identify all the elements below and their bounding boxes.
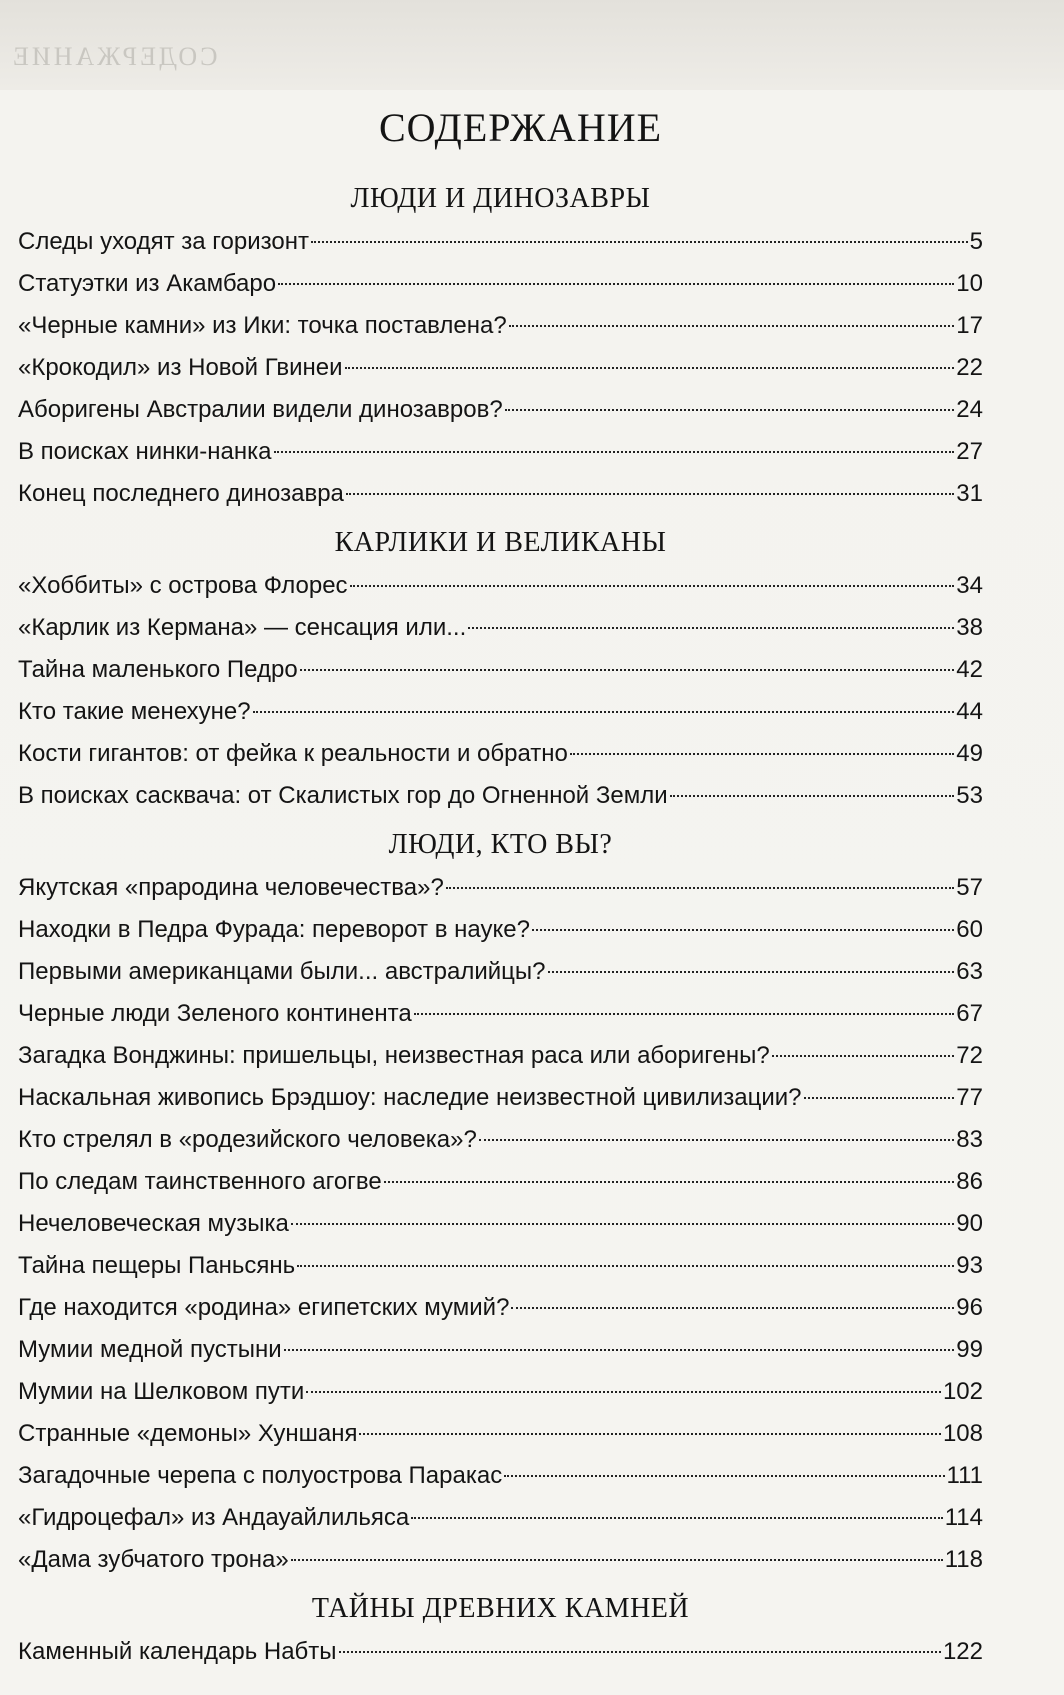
- dot-leader: [804, 1097, 955, 1099]
- entry-title: Кто стрелял в «родезийского человека»?: [18, 1126, 477, 1153]
- toc-entry: [18, 1455, 983, 1497]
- toc-entry: [18, 1203, 983, 1245]
- section-heading: КАРЛИКИ И ВЕЛИКАНЫ: [334, 527, 667, 558]
- dot-leader: [350, 585, 955, 587]
- entry-page-number: 122: [942, 1638, 983, 1665]
- toc-entry: [18, 473, 983, 515]
- entry-page-number: 10: [956, 270, 983, 297]
- dot-leader: [504, 1475, 944, 1477]
- entry-page-number: 108: [942, 1420, 983, 1447]
- dot-leader: [772, 1055, 955, 1057]
- toc-entry: [18, 775, 983, 817]
- entry-page-number: 72: [956, 1042, 983, 1069]
- entry-title: Статуэтки из Акамбаро: [18, 270, 277, 297]
- entry-title: Мумии медной пустыни: [18, 1336, 282, 1363]
- toc-entry: [18, 1329, 983, 1371]
- dot-leader: [411, 1517, 943, 1519]
- toc-entry: [18, 649, 983, 691]
- toc-entry: [18, 389, 983, 431]
- toc-entry: [18, 1161, 983, 1203]
- entry-page-number: 31: [956, 480, 983, 507]
- entry-page-number: 63: [956, 958, 983, 985]
- page-top-shadow: [0, 0, 1064, 90]
- entry-title: Загадка Вонджины: пришельцы, неизвестная раса или аборигены?: [18, 1042, 770, 1069]
- entry-page-number: 102: [942, 1378, 983, 1405]
- bleed-through-text: СОДЕРЖАНИЕ: [10, 42, 218, 71]
- toc-entry: [18, 221, 983, 263]
- entry-title: Кто такие менехуне?: [18, 698, 251, 725]
- entry-title: Следы уходят за горизонт: [18, 228, 309, 255]
- entry-page-number: 44: [956, 698, 983, 725]
- entry-page-number: 24: [956, 396, 983, 423]
- toc-entry: [18, 607, 983, 649]
- toc-entry: [18, 1539, 983, 1581]
- section-heading: ЛЮДИ, КТО ВЫ?: [388, 829, 613, 860]
- entry-title: «Хоббиты» с острова Флорес: [18, 572, 348, 599]
- entry-title: Аборигены Австралии видели динозавров?: [18, 396, 503, 423]
- entry-title: Наскальная живопись Брэдшоу: наследие неизвестной цивилизации?: [18, 1084, 802, 1111]
- toc-entry: [18, 431, 983, 473]
- entry-title: Тайна маленького Педро: [18, 656, 298, 683]
- section-spacer: [18, 1673, 983, 1679]
- dot-leader: [468, 627, 954, 629]
- entry-title: «Дама зубчатого трона»: [18, 1546, 289, 1573]
- toc-entry: [18, 951, 983, 993]
- dot-leader: [297, 1265, 954, 1267]
- entry-page-number: 49: [956, 740, 983, 767]
- entry-title: Странные «демоны» Хуншаня: [18, 1420, 358, 1447]
- toc-entry: [18, 993, 983, 1035]
- dot-leader: [511, 1307, 954, 1309]
- toc-section: [18, 823, 983, 1587]
- entry-title: Находки в Педра Фурада: переворот в науке?: [18, 916, 530, 943]
- dot-leader: [311, 241, 968, 243]
- dot-leader: [345, 367, 955, 369]
- toc-entry: [18, 1119, 983, 1161]
- entry-title: Кости гигантов: от фейка к реальности и обратно: [18, 740, 568, 767]
- entry-title: Якутская «прародина человечества»?: [18, 874, 444, 901]
- toc-entry: [18, 1371, 983, 1413]
- toc-entry: [18, 691, 983, 733]
- entry-title: Мумии на Шелковом пути: [18, 1378, 305, 1405]
- dot-leader: [284, 1349, 955, 1351]
- section-heading: ЛЮДИ И ДИНОЗАВРЫ: [350, 183, 651, 214]
- entry-page-number: 53: [956, 782, 983, 809]
- entry-title: Конец последнего динозавра: [18, 480, 344, 507]
- toc-entry: [18, 909, 983, 951]
- entry-page-number: 114: [944, 1504, 983, 1531]
- entry-title: Первыми американцами были... австралийцы?: [18, 958, 546, 985]
- entry-page-number: 22: [956, 354, 983, 381]
- entry-page-number: 17: [956, 312, 983, 339]
- dot-leader: [505, 409, 955, 411]
- toc-entry: [18, 867, 983, 909]
- entry-page-number: 57: [956, 874, 983, 901]
- dot-leader: [291, 1223, 954, 1225]
- entry-page-number: 83: [956, 1126, 983, 1153]
- toc-section: [18, 521, 983, 823]
- entry-page-number: 27: [956, 438, 983, 465]
- toc-sections: [18, 177, 983, 1679]
- dot-leader: [384, 1181, 955, 1183]
- entry-title: «Гидроцефал» из Андауайлильяса: [18, 1504, 410, 1531]
- dot-leader: [291, 1559, 943, 1561]
- toc-entry: [18, 1245, 983, 1287]
- dot-leader: [446, 887, 954, 889]
- toc-entry: [18, 1035, 983, 1077]
- entry-page-number: 86: [956, 1168, 983, 1195]
- entry-page-number: 77: [956, 1084, 983, 1111]
- entry-title: Тайна пещеры Паньсянь: [18, 1252, 296, 1279]
- table-of-contents: [18, 104, 983, 1679]
- dot-leader: [306, 1391, 941, 1393]
- toc-section: [18, 1587, 983, 1679]
- toc-entry: [18, 263, 983, 305]
- dot-leader: [548, 971, 955, 973]
- dot-leader: [479, 1139, 955, 1141]
- dot-leader: [359, 1433, 941, 1435]
- dot-leader: [532, 929, 954, 931]
- entry-page-number: 67: [956, 1000, 983, 1027]
- toc-entry: [18, 305, 983, 347]
- toc-entry: [18, 1287, 983, 1329]
- entry-page-number: 99: [956, 1336, 983, 1363]
- entry-page-number: 118: [944, 1546, 983, 1573]
- entry-title: По следам таинственного агогве: [18, 1168, 382, 1195]
- entry-title: Черные люди Зеленого континента: [18, 1000, 412, 1027]
- toc-entry: [18, 1497, 983, 1539]
- dot-leader: [414, 1013, 955, 1015]
- section-heading: ТАЙНЫ ДРЕВНИХ КАМНЕЙ: [311, 1593, 690, 1624]
- entry-title: «Черные камни» из Ики: точка поставлена?: [18, 312, 507, 339]
- entry-page-number: 42: [956, 656, 983, 683]
- entry-title: Нечеловеческая музыка: [18, 1210, 289, 1237]
- dot-leader: [670, 795, 955, 797]
- entry-title: «Крокодил» из Новой Гвинеи: [18, 354, 343, 381]
- toc-entry: [18, 347, 983, 389]
- dot-leader: [570, 753, 954, 755]
- entry-title: Каменный календарь Набты: [18, 1638, 337, 1665]
- toc-entry: [18, 1077, 983, 1119]
- entry-title: В поисках сасквача: от Скалистых гор до Огненной Земли: [18, 782, 668, 809]
- toc-entry: [18, 1413, 983, 1455]
- entry-title: Загадочные черепа с полуострова Паракас: [18, 1462, 503, 1489]
- entry-page-number: 34: [956, 572, 983, 599]
- toc-entry: [18, 733, 983, 775]
- dot-leader: [346, 493, 954, 495]
- dot-leader: [274, 451, 955, 453]
- toc-entry: [18, 565, 983, 607]
- dot-leader: [253, 711, 955, 713]
- toc-entry: [18, 1631, 983, 1673]
- entry-page-number: 96: [956, 1294, 983, 1321]
- dot-leader: [339, 1651, 941, 1653]
- entry-page-number: 90: [956, 1210, 983, 1237]
- entry-page-number: 93: [956, 1252, 983, 1279]
- dot-leader: [509, 325, 955, 327]
- entry-title: Где находится «родина» египетских мумий?: [18, 1294, 510, 1321]
- entry-title: В поисках нинки-нанка: [18, 438, 272, 465]
- entry-page-number: 5: [969, 228, 983, 255]
- entry-page-number: 111: [946, 1462, 983, 1489]
- page-title: СОДЕРЖАНИЕ: [378, 105, 663, 150]
- dot-leader: [300, 669, 955, 671]
- toc-section: [18, 177, 983, 521]
- entry-title: «Карлик из Кермана» — сенсация или...: [18, 614, 467, 641]
- entry-page-number: 38: [956, 614, 983, 641]
- entry-page-number: 60: [956, 916, 983, 943]
- dot-leader: [278, 283, 954, 285]
